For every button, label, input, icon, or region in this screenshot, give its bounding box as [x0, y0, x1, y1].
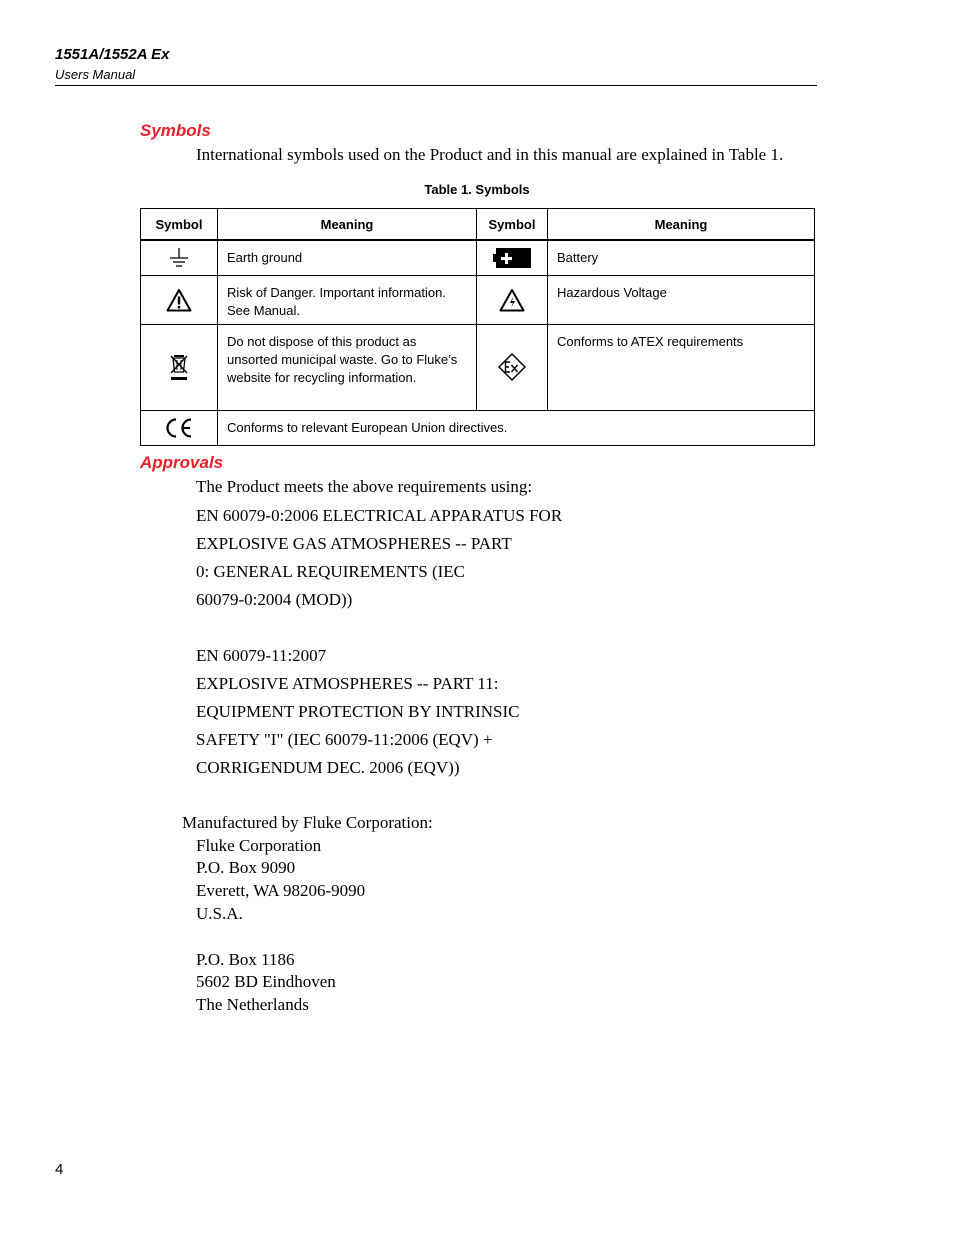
symbols-table: [140, 208, 815, 446]
column-header-symbol: Symbol: [477, 209, 548, 241]
address-line: Everett, WA 98206-9090: [196, 881, 366, 900]
standard-line: EXPLOSIVE ATMOSPHERES -- PART 11:: [196, 674, 499, 693]
ce-mark-icon: [141, 410, 218, 445]
symbols-intro: International symbols used on the Product and in this manual are explained in Table 1.: [196, 145, 784, 164]
standard-line: SAFETY "I" (IEC 60079-11:2006 (EQV) +: [196, 730, 493, 749]
standard-line: EN 60079-11:2007: [196, 646, 327, 665]
standard-line: CORRIGENDUM DEC. 2006 (EQV)): [196, 758, 460, 777]
column-header-meaning: Meaning: [548, 209, 815, 241]
address-line: U.S.A.: [196, 904, 243, 923]
approvals-heading: Approvals: [140, 453, 224, 472]
column-header-symbol: Symbol: [141, 209, 218, 241]
address-line: P.O. Box 1186: [196, 950, 295, 969]
earth-ground-icon: [141, 240, 218, 275]
battery-icon: [477, 240, 548, 275]
meaning-cell: Earth ground: [218, 240, 477, 275]
document-title: 1551A/1552A Ex: [55, 46, 170, 63]
table-row: [141, 410, 815, 445]
symbols-heading: Symbols: [140, 121, 211, 140]
meaning-cell: Hazardous Voltage: [548, 275, 815, 324]
table-row: [141, 324, 815, 410]
hazardous-voltage-icon: [477, 275, 548, 324]
table-row: [141, 275, 815, 324]
weee-crossed-bin-icon: [141, 324, 218, 410]
address-line: Fluke Corporation: [196, 836, 322, 855]
address-line: 5602 BD Eindhoven: [196, 972, 336, 991]
standard-line: 60079-0:2004 (MOD)): [196, 590, 353, 609]
table-header-row: [141, 209, 815, 241]
standard-line: EXPLOSIVE GAS ATMOSPHERES -- PART: [196, 534, 512, 553]
approvals-intro: The Product meets the above requirements using:: [196, 477, 533, 496]
standard-line: EQUIPMENT PROTECTION BY INTRINSIC: [196, 702, 520, 721]
warning-icon: [141, 275, 218, 324]
meaning-cell: Risk of Danger. Important information. See Manual.: [218, 275, 477, 324]
table-row: [141, 240, 815, 275]
manufacturer-intro: Manufactured by Fluke Corporation:: [182, 813, 433, 832]
standard-line: 0: GENERAL REQUIREMENTS (IEC: [196, 562, 465, 581]
address-line: P.O. Box 9090: [196, 858, 296, 877]
standard-line: EN 60079-0:2006 ELECTRICAL APPARATUS FOR: [196, 506, 563, 525]
meaning-cell: Conforms to ATEX requirements: [548, 324, 815, 410]
meaning-cell: Battery: [548, 240, 815, 275]
column-header-meaning: Meaning: [218, 209, 477, 241]
meaning-cell: Conforms to relevant European Union directives.: [218, 410, 815, 445]
document-subtitle: Users Manual: [55, 67, 136, 82]
meaning-cell: Do not dispose of this product as unsorted municipal waste. Go to Fluke’s website for recycling information.: [218, 324, 477, 410]
atex-ex-icon: [477, 324, 548, 410]
table-caption: Table 1. Symbols: [424, 182, 530, 197]
page-number: 4: [55, 1161, 64, 1178]
address-line: The Netherlands: [196, 995, 309, 1014]
header-divider: [55, 85, 817, 86]
